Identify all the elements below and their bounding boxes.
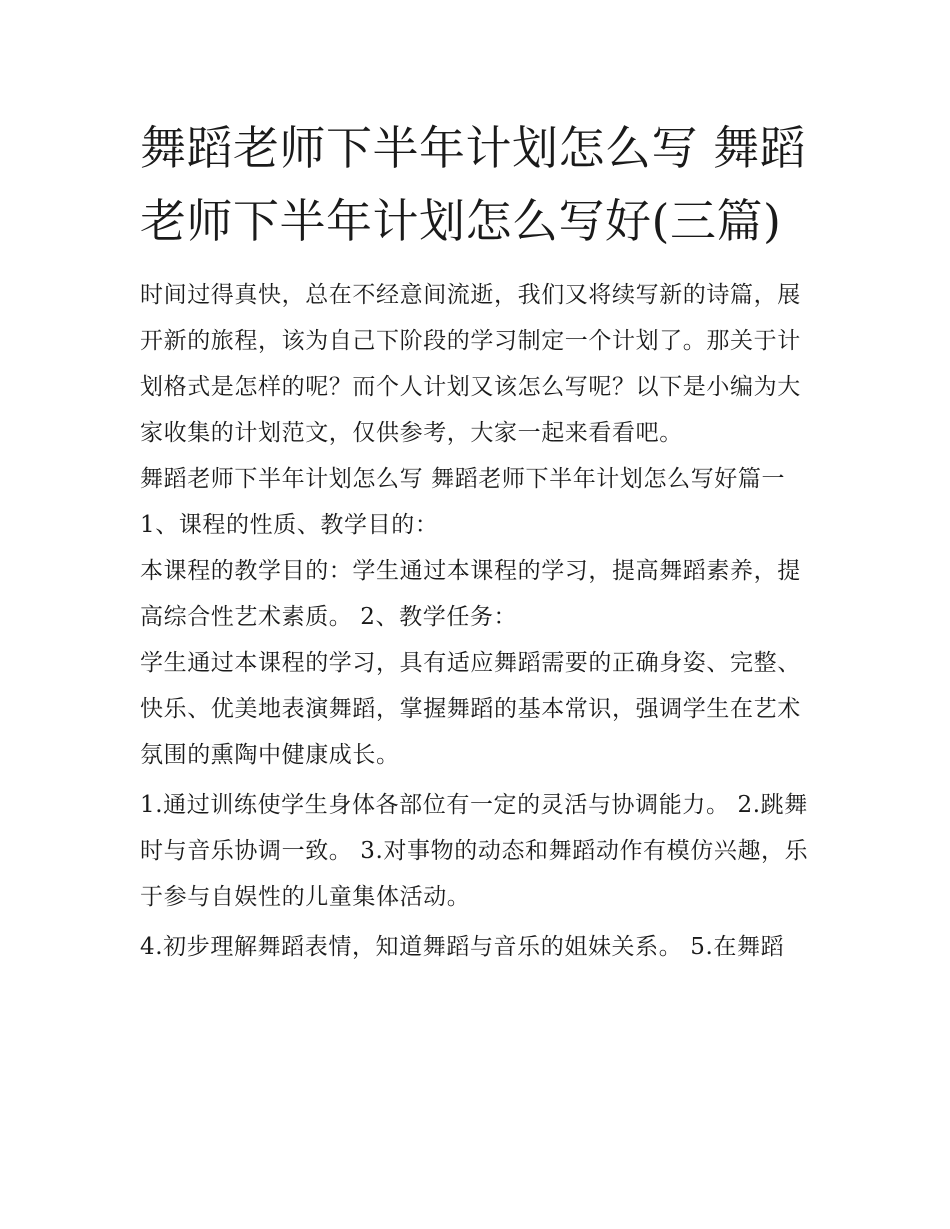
paragraph-intro: 时间过得真快，总在不经意间流逝，我们又将续写新的诗篇，展开新的旅程，该为自己下阶段的学习制定一个计划了。那关于计划格式是怎样的呢？而个人计划又该怎么写呢？以下是小编为大家收集的计划范文，仅供参考，大家一起来看看吧。 xyxy=(140,282,801,446)
document-title: 舞蹈老师下半年计划怎么写 舞蹈老师下半年计划怎么写好(三篇) xyxy=(140,121,807,248)
paragraph-objectives-4-5: 4.初步理解舞蹈表情，知道舞蹈与音乐的姐妹关系。 5.在舞蹈 xyxy=(140,934,785,960)
paragraph-section-heading: 舞蹈老师下半年计划怎么写 舞蹈老师下半年计划怎么写好篇一 1、课程的性质、教学目的： xyxy=(140,466,786,538)
paragraph-teaching-goal: 本课程的教学目的：学生通过本课程的学习，提高舞蹈素养，提高综合性艺术素质。 2、教学任务： xyxy=(140,558,801,630)
paragraph-teaching-task: 学生通过本课程的学习，具有适应舞蹈需要的正确身姿、完整、快乐、优美地表演舞蹈，掌握舞蹈的基本常识，强调学生在艺术氛围的熏陶中健康成长。 xyxy=(140,650,801,768)
document-page xyxy=(140,112,812,970)
paragraph-objectives-1-3: 1.通过训练使学生身体各部位有一定的灵活与协调能力。 2.跳舞时与音乐协调一致。 3.对事物的动态和舞蹈动作有模仿兴趣，乐于参与自娱性的儿童集体活动。 xyxy=(140,792,809,910)
